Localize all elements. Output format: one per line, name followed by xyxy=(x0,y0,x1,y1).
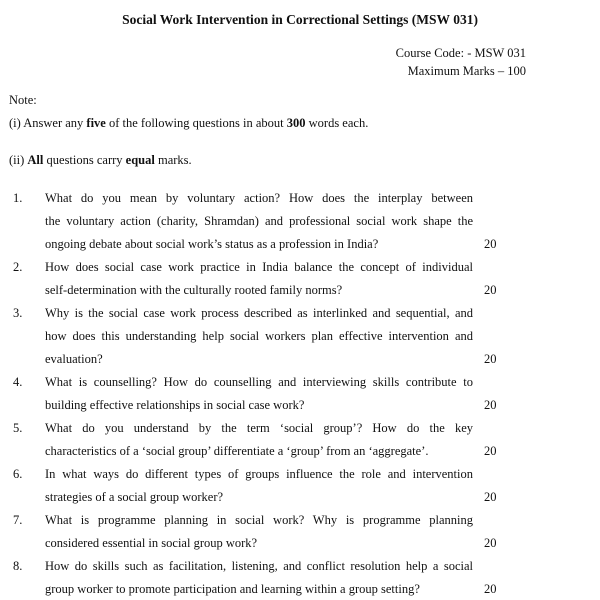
question-line: characteristics of a ‘social group’ differentiate a ‘group’ from an ‘aggregate’. xyxy=(45,444,429,458)
paper-title: Social Work Intervention in Correctional Settings (MSW 031) xyxy=(122,12,478,27)
question-marks: 20 xyxy=(484,352,497,366)
question-number: 1. xyxy=(13,191,23,205)
question-number: 2. xyxy=(13,260,23,274)
instruction-1-text: (i) Answer any xyxy=(9,116,87,130)
question-line: What do you mean by voluntary action? How does the interplay between xyxy=(45,191,473,205)
question-marks: 20 xyxy=(484,582,497,596)
paper-meta xyxy=(396,44,526,80)
instruction-2-text: (ii) xyxy=(9,153,28,167)
instruction-1-bold: five xyxy=(86,116,106,130)
question-line: How do skills such as facilitation, listening, and conflict resolution help a social xyxy=(45,559,473,573)
question-line: self-determination with the culturally rooted family norms? xyxy=(45,283,343,297)
question-number: 6. xyxy=(13,467,23,481)
question-line: the voluntary action (charity, Shramdan) and professional social work shape the xyxy=(45,214,473,228)
question-line: how does this understanding help social workers plan effective intervention and xyxy=(45,329,473,343)
question-marks: 20 xyxy=(484,444,497,458)
instruction-2-bold: All xyxy=(27,153,44,167)
question-line: considered essential in social group work? xyxy=(45,536,258,550)
question-line: building effective relationships in social case work? xyxy=(45,398,305,412)
question-marks: 20 xyxy=(484,283,497,297)
instruction-2-bold: equal xyxy=(125,153,155,167)
question-number: 4. xyxy=(13,375,23,389)
question-marks: 20 xyxy=(484,536,497,550)
instruction-1-bold: 300 xyxy=(286,116,306,130)
note-label: Note: xyxy=(9,93,37,107)
question-line: What is programme planning in social work? Why is programme planning xyxy=(45,513,473,527)
question-line: What do you understand by the term ‘social group’? How do the key xyxy=(45,421,473,435)
question-number: 8. xyxy=(13,559,23,573)
question-line: group worker to promote participation and learning within a group setting? xyxy=(45,582,420,596)
instruction-1 xyxy=(9,116,368,131)
instruction-1-text: words each. xyxy=(305,116,369,130)
question-number: 7. xyxy=(13,513,23,527)
instruction-2 xyxy=(9,153,192,168)
question-line: Why is the social case work process described as interlinked and sequential, and xyxy=(45,306,473,320)
question-line: strategies of a social group worker? xyxy=(45,490,224,504)
question-marks: 20 xyxy=(484,398,497,412)
question-line: How does social case work practice in India balance the concept of individual xyxy=(45,260,473,274)
question-line: ongoing debate about social work’s status as a profession in India? xyxy=(45,237,379,251)
question-number: 3. xyxy=(13,306,23,320)
question-line: What is counselling? How do counselling and interviewing skills contribute to xyxy=(45,375,473,389)
question-line: In what ways do different types of groups influence the role and intervention xyxy=(45,467,473,481)
question-marks: 20 xyxy=(484,490,497,504)
question-line: evaluation? xyxy=(45,352,103,366)
instruction-1-text: of the following questions in about xyxy=(105,116,287,130)
question-number: 5. xyxy=(13,421,23,435)
question-marks: 20 xyxy=(484,237,497,251)
instruction-2-text: questions carry xyxy=(43,153,126,167)
course-code: Course Code: - MSW 031 xyxy=(395,46,526,60)
maximum-marks: Maximum Marks – 100 xyxy=(407,64,526,78)
instruction-2-text: marks. xyxy=(154,153,192,167)
